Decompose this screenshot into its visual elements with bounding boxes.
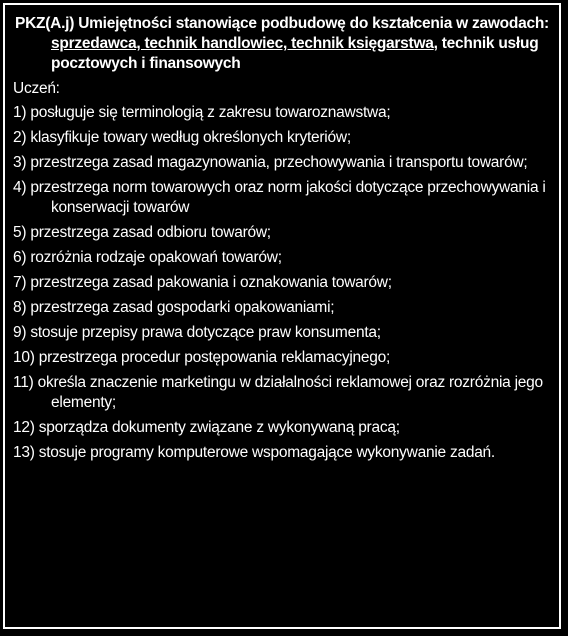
list-item (13, 178, 561, 218)
list-item (13, 103, 561, 123)
list-item (13, 418, 561, 438)
item-text: przestrzega zasad magazynowania, przechowywania i transportu towarów; (30, 154, 528, 171)
item-number: 7) (13, 274, 27, 291)
item-number: 10) (13, 349, 35, 366)
item-text: klasyfikuje towary według określonych kryteriów; (30, 129, 351, 146)
item-text: przestrzega zasad odbioru towarów; (30, 224, 271, 241)
item-text: przestrzega zasad gospodarki opakowaniami; (30, 299, 335, 316)
item-number: 1) (13, 104, 27, 121)
intro-label: Uczeń: (13, 80, 60, 97)
item-text: stosuje przepisy prawa dotyczące praw konsumenta; (30, 324, 381, 341)
item-number: 2) (13, 129, 27, 146)
section-code: PKZ(A.j) (15, 15, 75, 32)
item-text: sporządza dokumenty związane z wykonywaną pracą; (38, 419, 400, 436)
item-text: przestrzega procedur postępowania reklamacyjnego; (38, 349, 391, 366)
item-number: 5) (13, 224, 27, 241)
item-text: określa znaczenie marketingu w działalności reklamowej oraz rozróżnia jego elementy; (37, 374, 543, 411)
list-item (13, 248, 561, 268)
list-item (13, 348, 561, 368)
list-item (13, 373, 561, 413)
item-number: 3) (13, 154, 27, 171)
item-text: przestrzega zasad pakowania i oznakowania towarów; (30, 274, 392, 291)
list-item (13, 323, 561, 343)
section-professions-underlined: sprzedawca, technik handlowiec, technik księgarstwa (51, 35, 434, 52)
document-content (13, 14, 561, 468)
list-item (13, 128, 561, 148)
section-header (13, 14, 561, 74)
list-item (13, 223, 561, 243)
item-number: 4) (13, 179, 27, 196)
item-number: 13) (13, 444, 35, 461)
item-number: 6) (13, 249, 27, 266)
item-text: posługuje się terminologią z zakresu towaroznawstwa; (30, 104, 391, 121)
list-item (13, 443, 561, 463)
document-frame (3, 3, 561, 629)
list-item (13, 153, 561, 173)
item-text: stosuje programy komputerowe wspomagające wykonywanie zadań. (38, 444, 495, 461)
item-number: 9) (13, 324, 27, 341)
section-professions-rest: , technik usług pocztowych i finansowych (51, 35, 539, 72)
learning-outcomes-list (13, 103, 561, 463)
item-number: 12) (13, 419, 35, 436)
list-item (13, 298, 561, 318)
item-text: przestrzega norm towarowych oraz norm jakości dotyczące przechowywania i konserwacji towarów (30, 179, 546, 216)
item-number: 11) (13, 374, 34, 391)
item-text: rozróżnia rodzaje opakowań towarów; (30, 249, 282, 266)
list-item (13, 273, 561, 293)
section-title-text: Umiejętności stanowiące podbudowę do kształcenia w zawodach: (78, 15, 549, 32)
item-number: 8) (13, 299, 27, 316)
